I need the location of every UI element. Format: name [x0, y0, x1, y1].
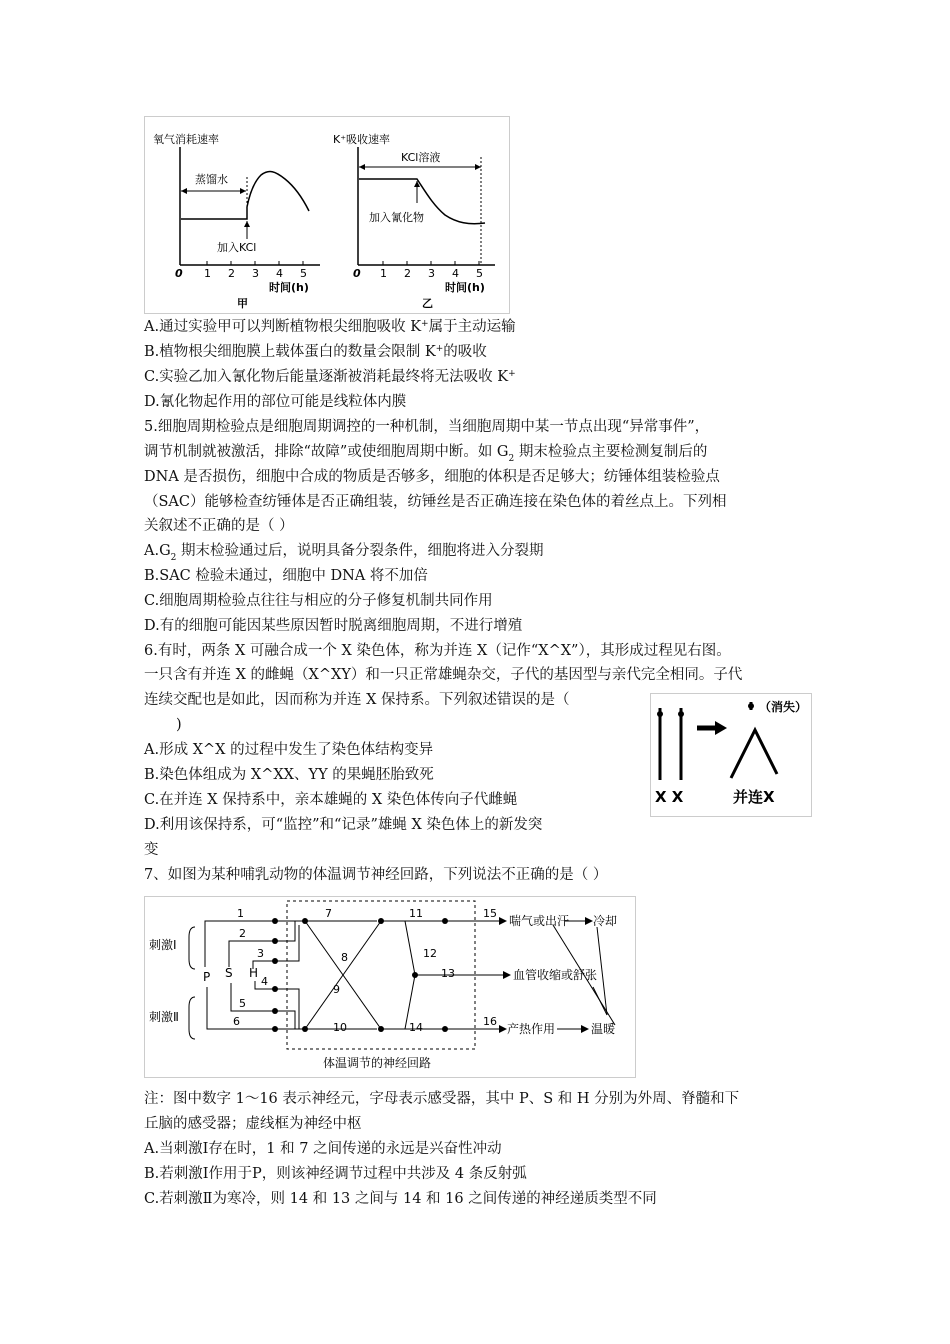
graph-jia-event-label: 加入KCl [217, 241, 257, 254]
graph-jia-caption: 甲 [237, 297, 248, 310]
q6-stem-line4: ) [176, 717, 182, 733]
stim1-label: 刺激Ⅰ [149, 938, 177, 952]
q4-option-c: C.实验乙加入氰化物后能量逐渐被消耗最终将无法吸收 K+ [144, 369, 516, 385]
graph-yi [333, 132, 495, 310]
svg-text:1: 1 [380, 267, 387, 280]
figure-neural-circuit [144, 896, 636, 1078]
svg-text:11: 11 [409, 907, 423, 920]
attached-x-right-label: 并连X [733, 788, 775, 806]
q6-option-a: A.形成 X^X 的过程中发生了染色体结构变异 [144, 742, 434, 758]
cool-label: 冷却 [593, 914, 618, 928]
q5-stem-line4: （SAC）能够检查纺锤体是否正确组装，纺锤丝是否正确连接在染色体的着丝点上。下列相 [144, 494, 727, 510]
svg-text:13: 13 [441, 967, 455, 980]
q6-stem-line1: 6.有时，两条 X 可融合成一个 X 染色体，称为并连 X（记作“X^X”），其形成过程见右图。 [144, 643, 731, 659]
q5-stem-line2: 调节机制就被激活，排除“故障”或使细胞周期中断。如 $G_2$ 期末检验点主要检测复制后的 [144, 444, 708, 464]
q6-option-d-line2: 变 [144, 842, 159, 858]
q4-option-a: A.通过实验甲可以判断植物根尖细胞吸收 K+属于主动运输 [144, 319, 516, 335]
q4-option-b: B.植物根尖细胞膜上载体蛋白的数量会限制 K+的吸收 [144, 344, 487, 360]
q7-option-c: C.若刺激Ⅱ为寒冷，则 14 和 13 之间与 14 和 16 之间传递的神经递质类型不同 [144, 1191, 657, 1207]
svg-text:7: 7 [325, 907, 332, 920]
graph-yi-y-label: K⁺吸收速率 [333, 133, 391, 146]
figure-attached-x [650, 693, 812, 817]
svg-text:2: 2 [404, 267, 411, 280]
graph-jia [153, 132, 320, 310]
svg-text:16: 16 [483, 1015, 497, 1028]
graph-yi-event-label: 加入氰化物 [369, 211, 424, 224]
svg-text:4: 4 [452, 267, 459, 280]
graph-yi-x-label: 时间(h) [445, 281, 485, 294]
svg-text:3: 3 [257, 947, 264, 960]
q5-stem-line1: 5.细胞周期检验点是细胞周期调控的一种机制，当细胞周期中某一节点出现“异常事件”， [144, 419, 710, 435]
receptor-p: P [203, 970, 211, 984]
graph-yi-bracket-label: KCl溶液 [401, 151, 441, 164]
svg-text:5: 5 [300, 267, 307, 280]
circuit-caption: 体温调节的神经回路 [323, 1056, 432, 1070]
graph-jia-y-label: 氧气消耗速率 [153, 133, 219, 146]
svg-text:2: 2 [239, 927, 246, 940]
svg-text:5: 5 [239, 997, 246, 1010]
svg-text:4: 4 [261, 975, 268, 988]
svg-text:9: 9 [333, 983, 340, 996]
q4-option-d: D.氰化物起作用的部位可能是线粒体内膜 [144, 394, 407, 410]
graph-yi-caption: 乙 [422, 297, 433, 310]
attached-x-lost-label: （消失） [759, 700, 808, 714]
q5-option-b: B.SAC 检验未通过，细胞中 DNA 将不加倍 [144, 568, 428, 584]
svg-text:10: 10 [333, 1021, 347, 1034]
q5-option-d: D.有的细胞可能因某些原因暂时脱离细胞周期，不进行增殖 [144, 618, 523, 634]
stim2-label: 刺激Ⅱ [149, 1010, 179, 1024]
q5-stem-line5: 关叙述不正确的是（ ） [144, 518, 294, 534]
q5-option-a: $A.G_2$ 期末检验通过后，说明具备分裂条件，细胞将进入分裂期 [144, 543, 544, 563]
svg-text:5: 5 [476, 267, 483, 280]
q6-option-c: C.在并连 X 保持系中，亲本雄蝇的 X 染色体传向子代雌蝇 [144, 792, 518, 808]
svg-text:2: 2 [228, 267, 235, 280]
svg-text:3: 3 [252, 267, 259, 280]
q7-note-line2: 丘脑的感受器；虚线框为神经中枢 [144, 1116, 362, 1132]
out15-label: 喘气或出汗 [509, 914, 570, 928]
graph-jia-x-label: 时间(h) [269, 281, 309, 294]
q7-option-a: A.当刺激Ⅰ存在时，1 和 7 之间传递的永远是兴奋性冲动 [144, 1141, 502, 1157]
svg-text:4: 4 [276, 267, 283, 280]
q6-option-d-line1: D.利用该保持系，可“监控”和“记录”雄蝇 X 染色体上的新发突 [144, 817, 543, 833]
q7-option-b: B.若刺激Ⅰ作用于P，则该神经调节过程中共涉及 4 条反射弧 [144, 1166, 527, 1182]
out13-label: 血管收缩或舒张 [513, 968, 598, 982]
q6-option-b: B.染色体组成为 X^XX、YY 的果蝇胚胎致死 [144, 767, 434, 783]
svg-text:14: 14 [409, 1021, 423, 1034]
svg-text:12: 12 [423, 947, 437, 960]
svg-text:0: 0 [175, 267, 183, 280]
warm-label: 温暖 [591, 1022, 616, 1036]
attached-x-left-label: X X [655, 788, 684, 806]
out16-label: 产热作用 [507, 1022, 556, 1036]
q5-option-c: C.细胞周期检验点往往与相应的分子修复机制共同作用 [144, 593, 493, 609]
svg-text:3: 3 [428, 267, 435, 280]
svg-text:1: 1 [237, 907, 244, 920]
receptor-s: S [225, 966, 233, 980]
q6-stem-line2: 一只含有并连 X 的雌蝇（X^XY）和一只正常雄蝇杂交，子代的基因型与亲代完全相同。子代 [144, 667, 743, 683]
svg-text:1: 1 [204, 267, 211, 280]
q6-stem-line3: 连续交配也是如此，因而称为并连 X 保持系。下列叙述错误的是（ [144, 692, 570, 708]
q7-note-line1: 注：图中数字 1～16 表示神经元，字母表示感受器，其中 P、S 和 H 分别为外周、脊髓和下 [144, 1091, 740, 1107]
svg-text:6: 6 [233, 1015, 240, 1028]
svg-text:0: 0 [353, 267, 361, 280]
q5-stem-line3: DNA 是否损伤，细胞中合成的物质是否够多，细胞的体积是否足够大；纺锤体组装检验点 [144, 469, 720, 485]
graph-jia-bracket-label: 蒸馏水 [195, 173, 228, 186]
receptor-h: H [249, 966, 259, 980]
q7-stem: 7、如图为某种哺乳动物的体温调节神经回路，下列说法不正确的是（ ） [144, 867, 608, 883]
figure-oxygen-potassium [144, 116, 510, 314]
svg-text:15: 15 [483, 907, 497, 920]
svg-text:8: 8 [341, 951, 348, 964]
